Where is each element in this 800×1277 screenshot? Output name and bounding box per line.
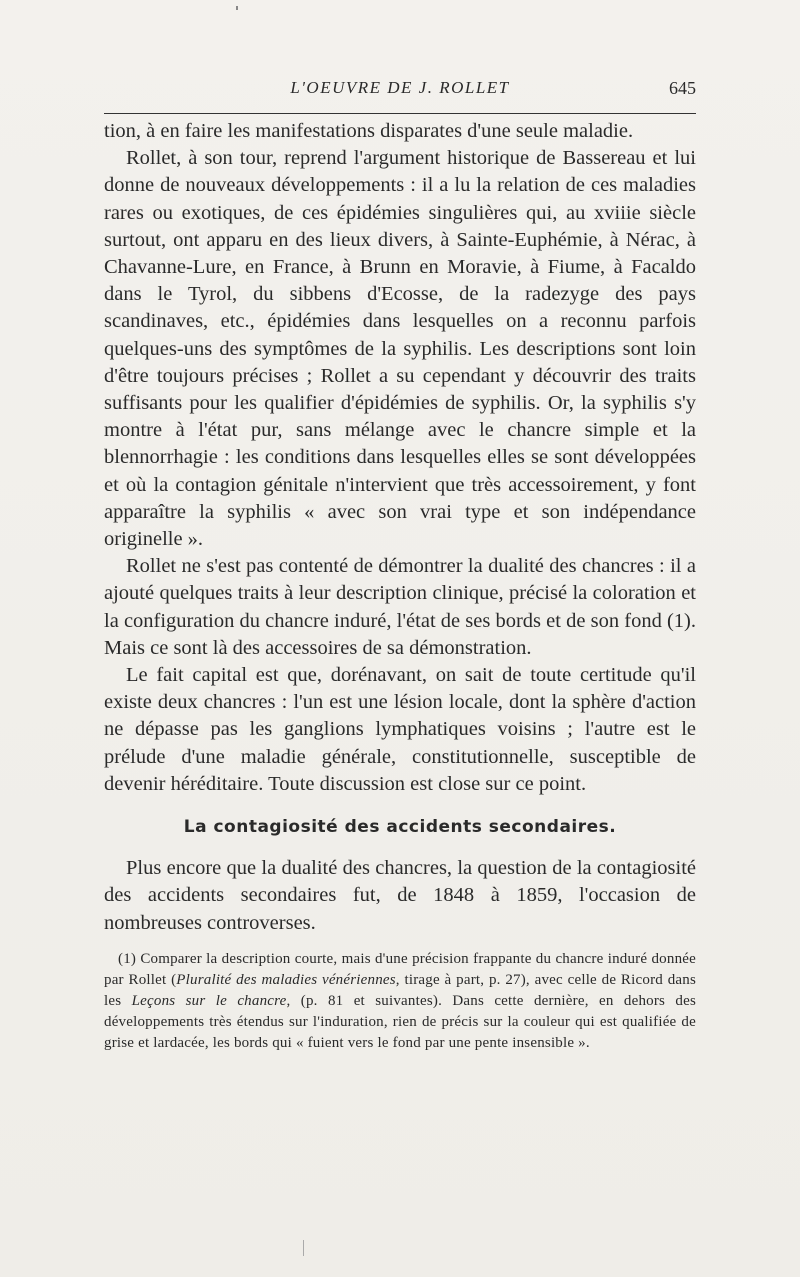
page-header	[104, 78, 696, 106]
page-body	[104, 118, 696, 1054]
paragraph: tion, à en faire les manifestations disparates d'une seule maladie.	[104, 120, 634, 142]
footnote-title-italic: Pluralité des maladies vénériennes	[176, 971, 396, 988]
running-title: L'OEUVRE DE J. ROLLET	[290, 78, 510, 97]
footnote-part: (1) Comparer la description courte, mais d'une précision frappante du chancre induré donnée par Rollet (	[104, 950, 696, 988]
page-number: 645	[669, 78, 696, 98]
footnote-part: , (p. 81 et suivantes). Dans cette dernière, en dehors des développements très étendus sur l'induration, rien de précis sur la couleur qui est qualifiée de grise et lardacée, les bords qui « fuient vers le fond par une pente insensible ».	[104, 992, 697, 1051]
section-paragraph: Plus encore que la dualité des chancres, la question de la contagiosité des accidents secondaires fut, de 1848 à 1859, l'occasion de nombreuses controverses.	[104, 857, 696, 934]
section-heading: La contagiosité des accidents secondaires.	[183, 817, 617, 838]
footnote-title-italic: Leçons sur le chancre	[131, 992, 287, 1009]
print-speck	[236, 6, 238, 10]
footnote	[104, 949, 696, 1054]
footnote-part: , tirage à part, p. 27), avec celle de Ricord dans les	[104, 971, 696, 1009]
print-mark	[303, 1240, 304, 1256]
paragraph: Rollet, à son tour, reprend l'argument historique de Bassereau et lui donne de nouveaux développements : il a lu la relation de ces maladies rares ou exotiques, de ces épidémies singulières qui, au xviiie siècle surtout, ont apparu en des lieux divers, à Sainte-Euphémie, à Nérac, à Chavanne-Lure, en France, à Brunn en Moravie, à Fiume, à Facaldo dans le Tyrol, du sibbens d'Ecosse, de la radezyge des pays scandinaves, etc., épidémies dans lesquelles on a reconnu parfois quelques-uns des symptômes de la syphilis. Les descriptions sont loin d'être toujours précises ; Rollet a su cependant y découvrir des traits suffisants pour les qualifier d'épidémies de syphilis. Or, la syphilis s'y montre à l'état pur, sans mélange avec le chancre simple et la blennorrhagie : les conditions dans lesquelles elles se sont développées et où la contagion génitale n'intervient que très accessoirement, y font apparaître la syphilis « avec son vrai type et son indépendance originelle ».	[104, 147, 696, 551]
header-rule	[104, 113, 696, 114]
paragraph: Le fait capital est que, dorénavant, on sait de toute certitude qu'il existe deux chancres : l'un est une lésion locale, dont la sphère d'action ne dépasse pas les ganglions lymphatiques voisins ; l'autre est le prélude d'une maladie générale, constitutionnelle, susceptible de devenir héréditaire. Toute discussion est close sur ce point.	[104, 664, 696, 795]
paragraph: Rollet ne s'est pas contenté de démontrer la dualité des chancres : il a ajouté quelques traits à leur description clinique, précisé la coloration et la configuration du chancre induré, l'état de ses bords et de son fond (1). Mais ce sont là des accessoires de sa démonstration.	[104, 555, 696, 659]
footnote-text	[104, 949, 696, 1054]
